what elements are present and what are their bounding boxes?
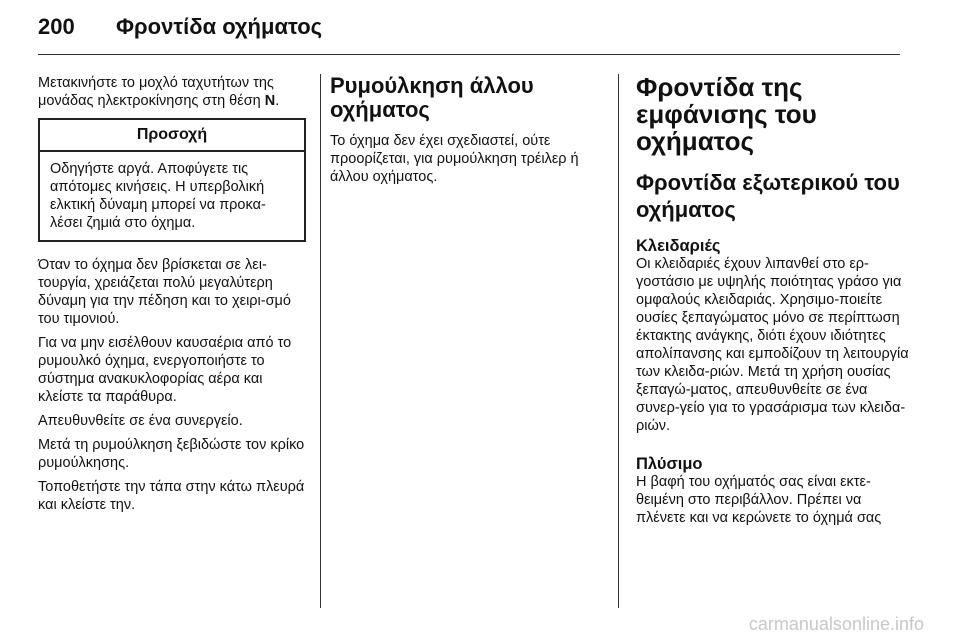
header-divider	[38, 54, 900, 55]
paragraph: Μετά τη ρυμούλκηση ξεβιδώστε τον κρίκο ρυμούλκησης.	[38, 437, 305, 471]
column-divider-2	[618, 74, 619, 608]
column-2	[330, 74, 602, 192]
page-title: Φροντίδα οχήματος	[116, 14, 323, 39]
paragraph: Για να μην εισέλθουν καυσαέρια από το ρυμουλκό όχημα, ενεργοποιήστε το σύστημα ανακυκλοφορίας αέρα και κλείστε τα παράθυρα.	[38, 335, 292, 405]
subsection-heading-exterior: Φροντίδα εξωτερικού του οχήματος	[636, 170, 900, 222]
column-divider-1	[320, 74, 321, 608]
washing-title: Πλύσιμο	[636, 455, 703, 473]
paragraph: Απευθυνθείτε σε ένα συνεργείο.	[38, 413, 243, 429]
section-heading-towing: Ρυμούλκηση άλλου οχήματος	[330, 73, 534, 122]
paragraph: Όταν το όχημα δεν βρίσκεται σε λει-τουργία, χρειάζεται πολύ μεγαλύτερη δύναμη για την πέδηση και το χειρι-σμό του τιμονιού.	[38, 257, 291, 327]
page-header	[38, 14, 322, 44]
locks-title: Κλειδαριές	[636, 237, 721, 255]
section-heading-appearance: Φροντίδα της εμφάνισης του οχήματος	[636, 72, 817, 156]
intro-paragraph: Μετακινήστε το μοχλό ταχυτήτων της μονάδας ηλεκτροκίνησης στη θέση N.	[38, 75, 280, 109]
column-1	[38, 74, 306, 520]
towing-text: Το όχημα δεν έχει σχεδιαστεί, ούτε προορίζεται, για ρυμούλκηση τρέιλερ ή άλλου οχήματος.	[330, 133, 579, 185]
caution-box	[38, 118, 306, 242]
page-number: 200	[38, 14, 75, 39]
caution-title: Προσοχή	[40, 120, 304, 152]
watermark: carmanualsonline.info	[748, 614, 924, 634]
locks-text: Οι κλειδαριές έχουν λιπανθεί στο ερ-γοστάσιο με υψηλής ποιότητας γράσο για ομφαλούς κλειδαριάς. Χρησιμο-ποιείτε ουσίες ξεπαγώματος μόνο σε περίπτωση έκτακτης ανάγκης, διότι έχουν ιδιότητες απολίπανσης και εμποδίζουν τη λειτουργία των κλειδα-ριών. Μετά τη χρήση ουσίας ξεπαγώ-ματος, απευθυνθείτε σε ένα συνερ-γείο για το γρασάρισμα των κλειδα-ριών.	[636, 256, 909, 434]
gear-position-n: N	[264, 93, 276, 109]
caution-text: Οδηγήστε αργά. Αποφύγετε τις απότομες κινήσεις. Η υπερβολική ελκτική δύναμη μπορεί να προκα-λέσει ζημιά στο όχημα.	[50, 161, 266, 231]
paragraph: Τοποθετήστε την τάπα στην κάτω πλευρά και κλείστε την.	[38, 479, 305, 513]
column-3	[636, 74, 912, 533]
washing-text: Η βαφή του οχήματός σας είναι εκτε-θειμένη στο περιβάλλον. Πρέπει να πλένετε και να κερώνετε το όχημά σας	[636, 474, 882, 526]
